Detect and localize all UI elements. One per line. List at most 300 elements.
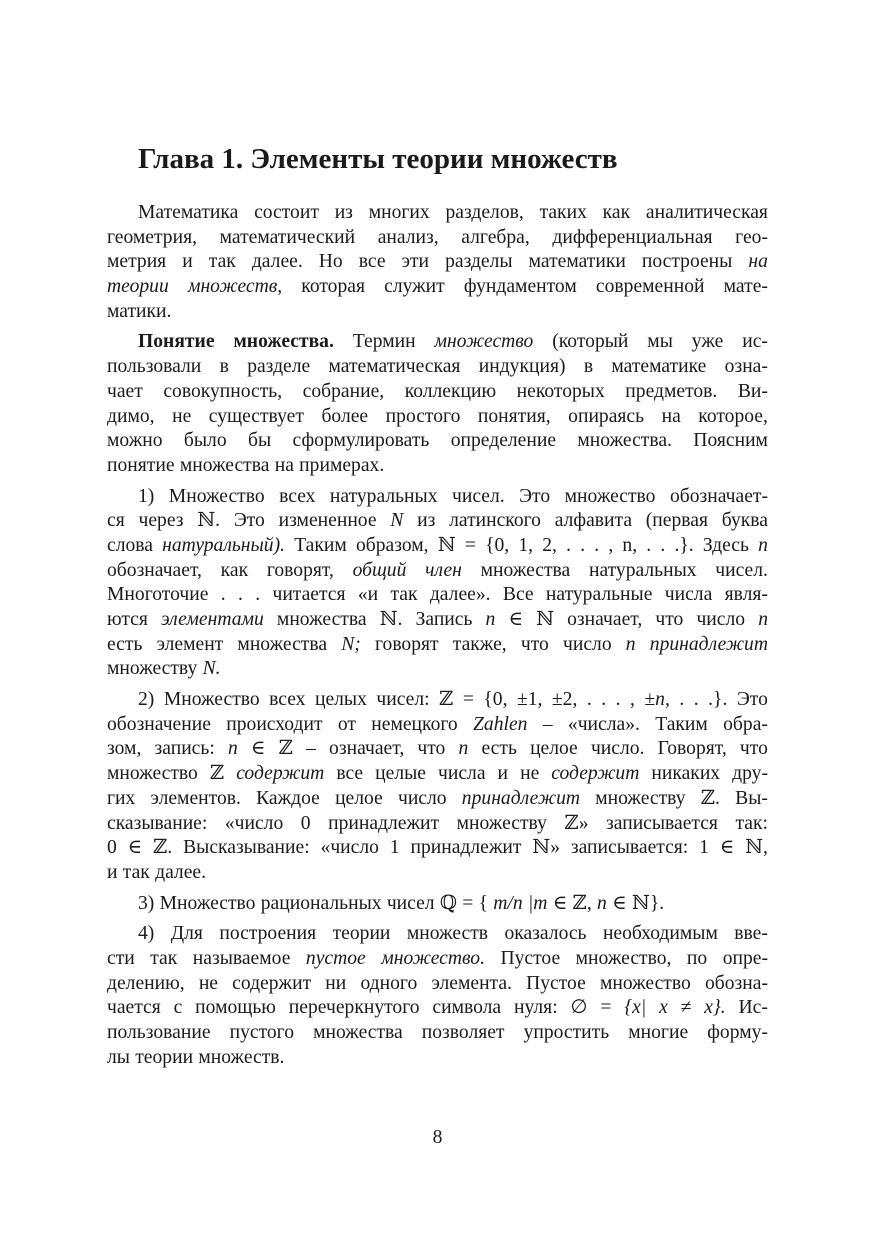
word: математики <box>528 251 626 273</box>
word: символа <box>432 997 502 1019</box>
word: . <box>238 584 243 606</box>
word: , <box>630 689 635 711</box>
word: числа <box>438 763 486 785</box>
word: множества <box>276 609 367 630</box>
word: ∈ <box>250 738 266 760</box>
text-line <box>107 405 768 430</box>
text-line <box>107 996 768 1021</box>
word: Это <box>233 510 265 532</box>
word: число <box>696 609 746 630</box>
word: ℤ. <box>153 837 173 859</box>
word: нуля: <box>513 997 558 1019</box>
word: понятие <box>107 454 175 476</box>
word: общий <box>352 559 407 581</box>
word: ∈ <box>612 892 627 914</box>
word: читается <box>272 584 346 606</box>
word: определение <box>450 430 557 452</box>
word: так <box>150 947 178 969</box>
word: . <box>693 689 699 711</box>
word: таких <box>539 202 587 223</box>
word: чается <box>107 997 161 1019</box>
word: . <box>660 534 666 556</box>
word: ℕ}. <box>631 892 665 914</box>
word: индукция) <box>478 356 566 378</box>
word: 1 <box>699 837 709 859</box>
word: n <box>625 633 636 655</box>
word: озна- <box>724 356 768 378</box>
word: от <box>337 713 356 735</box>
word: ±1, <box>516 689 543 711</box>
text-line <box>107 534 768 559</box>
word: далее». <box>429 584 491 606</box>
word: разделов, <box>445 202 524 223</box>
word: в <box>219 356 229 378</box>
word: геометрия, <box>107 226 197 248</box>
word: форму- <box>707 1022 768 1043</box>
word: ∈ <box>508 609 523 630</box>
text-line <box>107 657 768 682</box>
word: , <box>608 534 614 556</box>
text-line <box>107 812 768 837</box>
word: гих <box>107 787 136 809</box>
word: ℤ, <box>572 892 592 914</box>
word: 0 <box>107 837 117 859</box>
word: что <box>520 633 549 655</box>
word: .}. <box>674 534 694 556</box>
text-line <box>107 559 768 584</box>
text-line <box>107 688 768 713</box>
word: . <box>601 689 607 711</box>
word: . <box>220 584 226 606</box>
word: латинского <box>449 510 541 532</box>
text-line <box>107 633 768 658</box>
word: число <box>563 633 612 655</box>
word: математический <box>219 226 356 248</box>
word: n <box>458 738 469 760</box>
word: Это <box>519 485 551 507</box>
word: ℤ» <box>564 812 589 834</box>
text-line <box>107 429 768 454</box>
word: так <box>390 584 418 606</box>
word: Здесь <box>702 534 749 556</box>
text-line <box>107 380 768 405</box>
word: и <box>182 251 193 273</box>
word: гео- <box>735 226 768 248</box>
word: = <box>600 997 612 1019</box>
word: простого <box>385 405 461 427</box>
word: пустое <box>305 947 366 969</box>
word: с <box>173 997 183 1019</box>
word: натуральные <box>545 584 653 606</box>
word: обозна- <box>704 972 768 994</box>
word: ℕ <box>437 534 456 556</box>
word: ±n, <box>644 689 670 711</box>
word: множеству <box>595 787 686 809</box>
word: теории <box>135 1046 194 1068</box>
word: . <box>566 534 572 556</box>
text-line <box>107 485 768 510</box>
word: ∈ <box>552 892 568 914</box>
word: ℤ <box>278 738 293 760</box>
text-line <box>107 355 768 380</box>
word: (который <box>552 331 629 353</box>
word: одного <box>360 972 418 994</box>
word: множеств <box>406 923 489 945</box>
text-line <box>107 330 768 355</box>
text-line <box>107 861 768 886</box>
text-line <box>107 892 768 917</box>
word: Множество <box>168 485 265 507</box>
word: дифференциальная <box>552 226 713 248</box>
word: метрия <box>107 251 167 273</box>
word: Понятие <box>138 331 215 353</box>
word: ∈ <box>127 837 143 859</box>
word: говорят <box>374 633 439 655</box>
word: . <box>679 689 685 711</box>
word: лы <box>107 1046 130 1068</box>
text-line <box>107 275 768 300</box>
word: уже <box>691 331 724 353</box>
body-text <box>107 201 768 1070</box>
word: как <box>602 202 631 223</box>
word: разделе <box>247 356 311 378</box>
word: мате- <box>723 276 768 298</box>
word: целое <box>335 787 383 809</box>
word: что <box>739 738 768 760</box>
word: натуральный). <box>162 534 286 556</box>
text-line <box>107 836 768 861</box>
word: далее. <box>251 251 303 273</box>
word: множество <box>434 331 534 353</box>
word: ℕ, <box>745 837 768 859</box>
word: через <box>138 510 184 532</box>
page-number: 8 <box>432 1127 443 1148</box>
word: состоит <box>254 202 319 223</box>
word: принадлежит <box>328 812 440 834</box>
word: «число <box>320 837 379 859</box>
word: некоторых <box>516 380 605 402</box>
word: 2, <box>542 534 557 556</box>
word: понятия, <box>477 405 551 427</box>
text-line <box>107 787 768 812</box>
text-line <box>107 922 768 947</box>
word: так <box>208 251 236 273</box>
word: чисел: <box>376 689 430 711</box>
word: из <box>417 510 436 532</box>
word: множество. <box>381 947 485 969</box>
word: не <box>172 405 192 427</box>
word: на <box>748 251 768 273</box>
word: запись: <box>154 738 215 760</box>
word: «числа». <box>567 713 640 735</box>
text-line <box>107 226 768 251</box>
text-line <box>107 713 768 738</box>
word: так: <box>735 812 768 834</box>
word: член <box>425 559 462 581</box>
word: аналитическая <box>645 202 768 223</box>
word: из <box>334 202 353 223</box>
word: n <box>758 609 768 630</box>
text-line <box>107 300 768 325</box>
word: содержит <box>236 763 325 785</box>
word: n <box>485 609 496 630</box>
word: Множество <box>163 689 260 711</box>
word: элементов. <box>150 787 241 809</box>
word: помощью <box>195 997 276 1019</box>
word: m/n <box>493 892 523 914</box>
word: множество <box>564 485 656 507</box>
word: ются <box>107 609 148 630</box>
word: означает, <box>567 609 643 630</box>
word: 1 <box>389 837 400 859</box>
text-line <box>107 201 768 226</box>
word: принадлежит <box>410 837 522 859</box>
word: Высказывание: <box>183 837 310 859</box>
word: говорят, <box>266 559 334 581</box>
word: число. <box>590 738 645 760</box>
word: ℕ» <box>532 837 561 859</box>
word: 3) <box>138 892 155 914</box>
word: как <box>220 559 249 581</box>
word: сказывание: <box>107 812 208 834</box>
word: N <box>390 510 404 532</box>
word: множеств, <box>187 276 283 298</box>
word: буква <box>721 510 768 532</box>
word: не <box>520 763 540 785</box>
word: Поясним <box>693 430 768 452</box>
word: принадлежит <box>461 787 581 809</box>
word: множества <box>313 1022 403 1043</box>
word: и <box>497 763 509 785</box>
word: всех <box>279 485 316 507</box>
word: пользовали <box>107 356 202 378</box>
word: что <box>417 738 446 760</box>
word: теории <box>107 276 169 298</box>
word: многие <box>628 1022 689 1043</box>
word: которое, <box>698 405 768 427</box>
word: Пустое <box>500 947 561 969</box>
word: обозначение <box>107 713 211 735</box>
word: = <box>462 892 474 914</box>
word: оказалось <box>504 923 587 945</box>
word: x <box>659 997 668 1019</box>
word: по <box>686 947 708 969</box>
word: 1) <box>138 485 155 507</box>
word: ℤ. <box>700 787 720 809</box>
word: Таким <box>294 534 347 556</box>
word: 2) <box>138 689 155 711</box>
word: – <box>542 713 553 735</box>
word: множества <box>237 633 328 655</box>
word: 4) <box>138 923 155 945</box>
word: «и <box>357 584 379 606</box>
word: |m <box>527 892 548 914</box>
word: чисел. <box>715 559 768 581</box>
word: которая <box>301 276 365 298</box>
word: в <box>583 356 594 378</box>
word: ℕ. <box>197 510 221 532</box>
word: Zahlen <box>473 713 528 735</box>
word: множества. <box>233 331 334 353</box>
word: {0, <box>483 689 508 711</box>
word: упростить <box>523 1022 610 1043</box>
word: необходимым <box>602 923 718 945</box>
word: множеств. <box>198 1046 285 1068</box>
word: целое <box>530 738 578 760</box>
word: никаких <box>651 763 721 785</box>
word: матики. <box>107 300 172 322</box>
word: Запись <box>415 609 473 630</box>
word: Пустое <box>526 972 586 994</box>
word: димо, <box>107 405 155 427</box>
text-line <box>107 250 768 275</box>
chapter-title: Глава 1. Элементы теории множеств <box>138 143 618 175</box>
word: собрание, <box>302 380 385 402</box>
word: делению, <box>107 972 185 994</box>
word: явля- <box>724 584 768 606</box>
word: ся <box>107 510 125 532</box>
word: ни <box>325 972 347 994</box>
word: фундаментом <box>463 276 577 298</box>
text-line <box>107 608 768 633</box>
word: чисел. <box>451 485 505 507</box>
word: перечеркнутого <box>288 997 420 1019</box>
word: 0 <box>300 812 311 834</box>
word: можно <box>107 430 163 452</box>
word: множество <box>107 763 198 785</box>
word: также, <box>452 633 507 655</box>
word: бы <box>248 430 272 452</box>
word: было <box>183 430 227 452</box>
word: многих <box>368 202 430 223</box>
word: n, <box>622 534 638 556</box>
word: Множество <box>159 892 256 914</box>
word: коллекцию <box>404 380 497 402</box>
word: далее. <box>155 861 207 883</box>
word: построения <box>219 923 317 945</box>
word: содержит <box>232 972 312 994</box>
word: Ис- <box>738 997 768 1019</box>
word: ℤ <box>439 689 454 711</box>
word: рациональных <box>260 892 382 914</box>
word: число <box>397 787 447 809</box>
word: = <box>462 689 474 711</box>
word: мы <box>647 331 673 353</box>
word: обозначает, <box>107 559 202 581</box>
word: примерах. <box>299 454 385 476</box>
word: ℤ <box>209 763 225 785</box>
word: 1, <box>518 534 534 556</box>
word: слова <box>107 534 153 556</box>
word: Каждое <box>256 787 320 809</box>
word: N. <box>202 658 221 680</box>
word: вве- <box>734 923 768 945</box>
word: Это <box>736 689 768 711</box>
word: на <box>274 454 294 476</box>
word: называемое <box>192 947 291 969</box>
word: эти <box>401 251 430 273</box>
word: {0, <box>485 534 510 556</box>
word: дру- <box>732 763 768 785</box>
word: построены <box>641 251 733 273</box>
word: Говорят, <box>657 738 727 760</box>
word: сти <box>107 947 135 969</box>
word: алфавита <box>554 510 633 532</box>
word: ℕ. <box>379 609 403 630</box>
word: так <box>122 861 150 883</box>
word: ≠ <box>680 997 692 1019</box>
word: целых <box>314 689 367 711</box>
word: «число <box>224 812 284 834</box>
word: все <box>358 251 386 273</box>
word: математике <box>611 356 707 378</box>
word: Вы- <box>735 787 768 809</box>
word: множеству <box>107 658 198 680</box>
word: n <box>758 534 768 556</box>
word: более <box>321 405 369 427</box>
word: – <box>306 738 316 760</box>
word: ∅ <box>570 997 588 1019</box>
word: принадлежит <box>649 633 768 655</box>
word: . <box>586 689 592 711</box>
word: предметов. <box>625 380 718 402</box>
word: множества <box>179 454 270 476</box>
word: зом, <box>107 738 142 760</box>
text-line <box>107 454 768 479</box>
word: элемента. <box>431 972 512 994</box>
word: обра- <box>723 713 768 735</box>
text-line <box>107 583 768 608</box>
word: содержит <box>551 763 640 785</box>
word: образом, <box>355 534 429 556</box>
word: Многоточие <box>107 584 209 606</box>
word: Таким <box>655 713 708 735</box>
word: элемент <box>156 633 224 655</box>
word: { <box>478 892 488 914</box>
word: анализ, <box>377 226 439 248</box>
word: есть <box>107 633 143 655</box>
word: множества <box>480 559 571 581</box>
word: что <box>655 609 684 630</box>
word: n <box>227 738 238 760</box>
word: . <box>615 689 621 711</box>
word: . <box>580 534 586 556</box>
word: N; <box>341 633 361 655</box>
word: не <box>198 972 218 994</box>
word: все <box>336 763 364 785</box>
word: немецкого <box>371 713 458 735</box>
word: . <box>255 584 261 606</box>
word: множество, <box>575 947 672 969</box>
word: множество <box>599 972 691 994</box>
word: Все <box>502 584 534 606</box>
word: современной <box>595 276 705 298</box>
word: пользование <box>107 1022 211 1043</box>
word: . <box>594 534 600 556</box>
word: ±2, <box>551 689 578 711</box>
word: Термин <box>352 331 416 353</box>
word: математическая <box>328 356 461 378</box>
word: Ви- <box>737 380 768 402</box>
word: совокупность, <box>163 380 283 402</box>
word: обозначает- <box>669 485 768 507</box>
word: есть <box>481 738 517 760</box>
word: служит <box>384 276 445 298</box>
word: всех <box>269 689 306 711</box>
word: происходит <box>226 713 323 735</box>
text-line <box>107 737 768 762</box>
word: числа <box>664 584 713 606</box>
